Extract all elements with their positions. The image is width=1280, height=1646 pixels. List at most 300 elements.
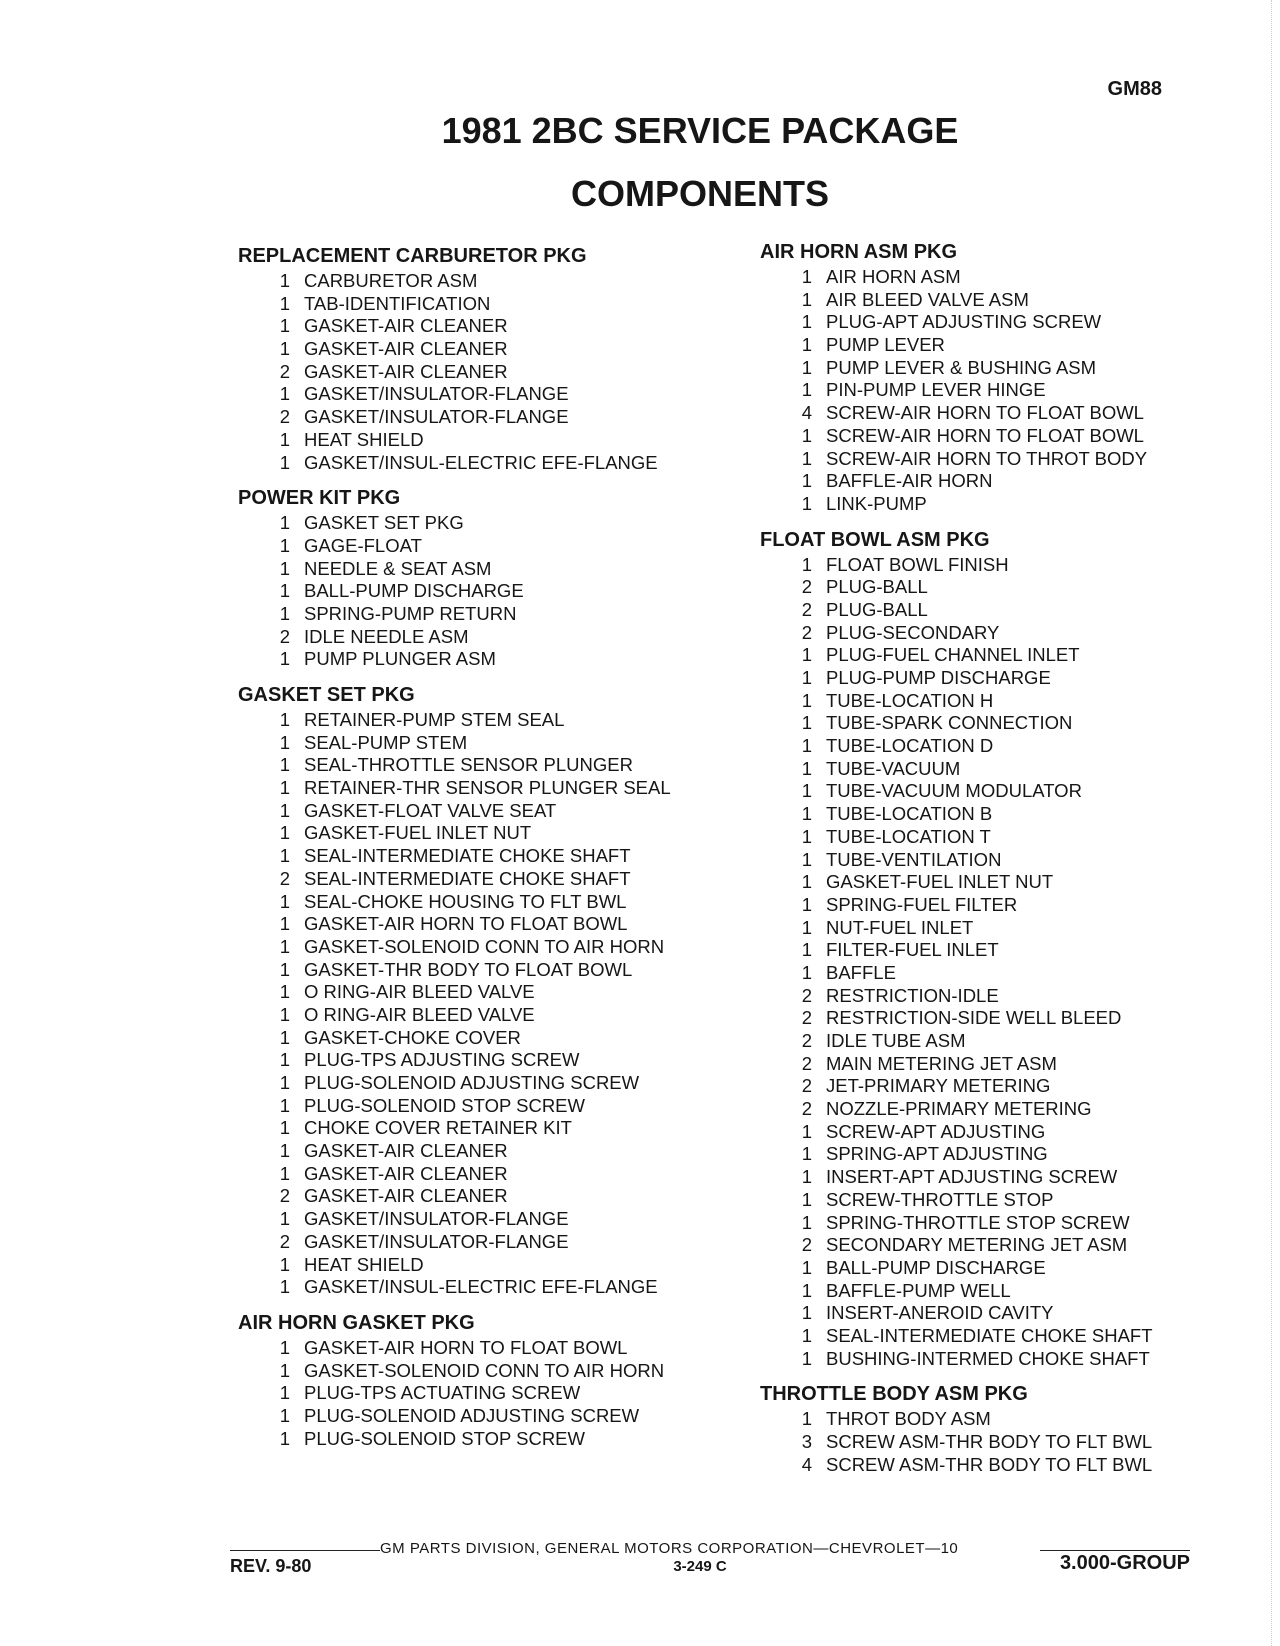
part-row <box>760 334 1180 357</box>
part-row <box>238 338 718 361</box>
part-name: TUBE-LOCATION H <box>826 689 994 711</box>
part-row <box>760 871 1180 894</box>
part-name: SPRING-PUMP RETURN <box>304 602 517 624</box>
group-label: 3.000-GROUP <box>1059 1552 1190 1574</box>
part-row <box>238 361 718 384</box>
part-name: THROT BODY ASM <box>826 1408 991 1430</box>
part-row <box>760 735 1180 758</box>
part-row <box>238 1208 718 1231</box>
part-quantity: 1 <box>801 379 812 401</box>
part-row <box>238 913 718 936</box>
part-name: SCREW-AIR HORN TO FLOAT BOWL <box>826 402 1144 424</box>
part-name: GASKET/INSULATOR-FLANGE <box>304 1230 569 1252</box>
part-quantity: 2 <box>801 621 812 643</box>
part-name: GASKET-AIR CLEANER <box>304 1140 508 1162</box>
part-name: PLUG-SOLENOID ADJUSTING SCREW <box>304 1072 640 1093</box>
part-quantity: 1 <box>801 447 812 469</box>
parts-section <box>238 484 718 671</box>
part-quantity: 2 <box>279 867 290 889</box>
part-row <box>238 800 718 823</box>
part-row <box>760 1302 1180 1325</box>
part-quantity: 1 <box>279 292 290 314</box>
part-quantity: 1 <box>801 1347 812 1369</box>
part-row <box>238 1185 718 1208</box>
part-quantity: 2 <box>279 360 290 382</box>
part-name: GASKET-SOLENOID CONN TO AIR HORN <box>304 1359 665 1381</box>
part-quantity: 1 <box>279 580 290 602</box>
part-row <box>760 1257 1180 1280</box>
part-row <box>760 712 1180 735</box>
part-name: TAB-IDENTIFICATION <box>304 292 491 314</box>
part-name: PLUG-SECONDARY <box>826 621 1000 643</box>
part-quantity: 1 <box>279 799 290 821</box>
part-name: GASKET-FUEL INLET NUT <box>826 871 1054 893</box>
part-row <box>238 452 718 475</box>
part-name: AIR HORN ASM <box>826 266 961 287</box>
part-row <box>760 803 1180 826</box>
part-quantity: 1 <box>279 1208 290 1230</box>
part-name: PLUG-BALL <box>826 576 928 598</box>
part-quantity: 2 <box>801 576 812 598</box>
part-row <box>238 981 718 1004</box>
part-name: PLUG-SOLENOID STOP SCREW <box>304 1094 585 1116</box>
part-name: BAFFLE-PUMP WELL <box>826 1279 1011 1301</box>
part-quantity: 1 <box>279 648 290 670</box>
part-quantity: 1 <box>279 1117 290 1139</box>
part-quantity: 1 <box>801 848 812 870</box>
part-quantity: 1 <box>801 871 812 893</box>
part-row <box>238 1276 718 1299</box>
part-row <box>760 1280 1180 1303</box>
part-name: TUBE-VACUUM MODULATOR <box>826 780 1082 802</box>
right-column <box>760 238 1180 1486</box>
part-quantity: 1 <box>801 893 812 915</box>
part-name: SCREW ASM-THR BODY TO FLT BWL <box>826 1431 1153 1452</box>
part-row <box>760 379 1180 402</box>
part-name: SEAL-INTERMEDIATE CHOKE SHAFT <box>304 867 631 889</box>
part-quantity: 2 <box>279 406 290 428</box>
part-quantity: 1 <box>801 266 812 287</box>
part-quantity: 1 <box>279 1026 290 1048</box>
part-quantity: 1 <box>801 1279 812 1301</box>
part-quantity: 1 <box>279 1359 290 1381</box>
part-row <box>760 667 1180 690</box>
page-edge <box>1271 0 1272 1646</box>
part-row <box>238 603 718 626</box>
part-name: BAFFLE-AIR HORN <box>826 470 993 492</box>
part-quantity: 1 <box>279 935 290 957</box>
part-quantity: 2 <box>801 1030 812 1051</box>
part-name: TUBE-VENTILATION <box>826 848 1002 870</box>
part-name: GASKET/INSUL-ELECTRIC EFE-FLANGE <box>304 1276 658 1298</box>
parts-section <box>760 526 1180 1371</box>
part-name: BAFFLE <box>826 961 896 983</box>
part-quantity: 1 <box>801 1408 812 1430</box>
parts-section <box>760 1380 1180 1476</box>
part-name: SEAL-CHOKE HOUSING TO FLT BWL <box>304 890 627 912</box>
part-name: SPRING-THROTTLE STOP SCREW <box>826 1211 1130 1233</box>
part-row <box>238 1027 718 1050</box>
part-row <box>238 1117 718 1140</box>
part-row <box>760 985 1180 1008</box>
part-quantity: 1 <box>801 939 812 961</box>
part-quantity: 4 <box>801 1453 812 1475</box>
part-row <box>760 1121 1180 1144</box>
part-row <box>238 936 718 959</box>
part-row <box>760 289 1180 312</box>
part-row <box>760 690 1180 713</box>
part-name: BALL-PUMP DISCHARGE <box>826 1256 1046 1278</box>
part-quantity: 1 <box>279 981 290 1003</box>
part-row <box>238 777 718 800</box>
part-name: NEEDLE & SEAT ASM <box>304 557 492 579</box>
part-row <box>760 849 1180 872</box>
part-quantity: 1 <box>801 1324 812 1346</box>
part-quantity: 1 <box>279 338 290 360</box>
part-name: TUBE-LOCATION B <box>826 803 993 825</box>
part-quantity: 1 <box>801 1143 812 1165</box>
part-name: PLUG-FUEL CHANNEL INLET <box>826 644 1080 666</box>
part-row <box>760 1098 1180 1121</box>
part-quantity: 1 <box>279 557 290 579</box>
part-row <box>760 917 1180 940</box>
part-quantity: 1 <box>801 1120 812 1142</box>
part-name: PLUG-APT ADJUSTING SCREW <box>826 311 1102 333</box>
part-row <box>760 894 1180 917</box>
part-row <box>238 626 718 649</box>
part-quantity: 1 <box>279 731 290 753</box>
parts-section <box>238 1309 718 1450</box>
part-quantity: 1 <box>801 667 812 688</box>
part-row <box>760 402 1180 425</box>
part-row <box>238 648 718 671</box>
part-quantity: 2 <box>279 1185 290 1207</box>
part-row <box>238 959 718 982</box>
part-name: SCREW-APT ADJUSTING <box>826 1120 1046 1142</box>
parts-section <box>238 242 718 474</box>
part-name: SEAL-INTERMEDIATE CHOKE SHAFT <box>826 1324 1153 1346</box>
part-quantity: 1 <box>801 1166 812 1188</box>
part-name: CHOKE COVER RETAINER KIT <box>304 1117 572 1139</box>
part-name: GASKET/INSUL-ELECTRIC EFE-FLANGE <box>304 451 658 473</box>
part-name: TUBE-SPARK CONNECTION <box>826 712 1073 734</box>
part-quantity: 1 <box>279 1049 290 1071</box>
part-row <box>238 1231 718 1254</box>
part-row <box>760 1408 1180 1431</box>
part-name: GASKET/INSULATOR-FLANGE <box>304 406 569 428</box>
part-quantity: 1 <box>801 1256 812 1278</box>
part-quantity: 1 <box>279 1072 290 1093</box>
part-name: PLUG-SOLENOID ADJUSTING SCREW <box>304 1404 640 1426</box>
part-quantity: 1 <box>279 534 290 556</box>
part-quantity: 1 <box>279 315 290 337</box>
part-row <box>760 1075 1180 1098</box>
part-quantity: 1 <box>801 470 812 492</box>
part-name: O RING-AIR BLEED VALVE <box>304 981 535 1003</box>
part-name: JET-PRIMARY METERING <box>826 1075 1051 1097</box>
part-name: PLUG-TPS ACTUATING SCREW <box>304 1382 581 1404</box>
part-row <box>760 554 1180 577</box>
part-quantity: 1 <box>279 451 290 473</box>
part-name: SEAL-PUMP STEM <box>304 731 468 753</box>
section-title: THROTTLE BODY ASM PKG <box>760 1383 1028 1406</box>
parts-section <box>760 238 1180 516</box>
part-name: PUMP LEVER <box>826 334 945 356</box>
part-quantity: 1 <box>801 553 812 575</box>
part-name: GASKET-FUEL INLET NUT <box>304 822 532 844</box>
part-row <box>760 1212 1180 1235</box>
part-row <box>238 732 718 755</box>
part-row <box>238 1337 718 1360</box>
part-row <box>238 270 718 293</box>
part-name: INSERT-APT ADJUSTING SCREW <box>826 1166 1118 1188</box>
part-row <box>760 493 1180 516</box>
part-row <box>238 891 718 914</box>
part-name: PUMP PLUNGER ASM <box>304 648 496 670</box>
part-quantity: 1 <box>279 1276 290 1298</box>
part-row <box>760 826 1180 849</box>
part-row <box>760 939 1180 962</box>
part-quantity: 1 <box>801 689 812 711</box>
part-name: HEAT SHIELD <box>304 1253 424 1275</box>
part-name: SCREW-AIR HORN TO THROT BODY <box>826 447 1148 469</box>
part-name: GASKET-AIR CLEANER <box>304 1185 508 1207</box>
part-name: RESTRICTION-IDLE <box>826 984 999 1006</box>
part-name: INSERT-ANEROID CAVITY <box>826 1302 1054 1324</box>
part-row <box>760 644 1180 667</box>
part-name: GASKET-AIR CLEANER <box>304 1162 508 1184</box>
part-name: SPRING-APT ADJUSTING <box>826 1143 1048 1165</box>
part-name: IDLE NEEDLE ASM <box>304 625 469 647</box>
part-quantity: 1 <box>279 1382 290 1404</box>
part-row <box>760 425 1180 448</box>
part-name: GASKET-SOLENOID CONN TO AIR HORN <box>304 935 665 957</box>
part-name: AIR BLEED VALVE ASM <box>826 288 1029 310</box>
part-name: SEAL-THROTTLE SENSOR PLUNGER <box>304 754 633 776</box>
part-name: GASKET-AIR HORN TO FLOAT BOWL <box>304 1336 628 1358</box>
part-name: HEAT SHIELD <box>304 428 424 450</box>
part-name: SCREW ASM-THR BODY TO FLT BWL <box>826 1453 1153 1475</box>
footer-rule-left <box>230 1550 380 1551</box>
footer-rule-right <box>1040 1550 1190 1551</box>
part-quantity: 1 <box>279 1162 290 1184</box>
part-name: RESTRICTION-SIDE WELL BLEED <box>826 1007 1122 1029</box>
part-quantity: 1 <box>801 492 812 514</box>
part-name: SECONDARY METERING JET ASM <box>826 1234 1128 1256</box>
part-quantity: 1 <box>801 803 812 825</box>
part-quantity: 1 <box>279 709 290 730</box>
part-row <box>760 1007 1180 1030</box>
part-quantity: 1 <box>279 1003 290 1025</box>
part-name: GASKET-AIR CLEANER <box>304 360 508 382</box>
part-quantity: 1 <box>801 757 812 779</box>
part-quantity: 1 <box>279 512 290 534</box>
part-row <box>760 357 1180 380</box>
part-name: GASKET-THR BODY TO FLOAT BOWL <box>304 958 633 980</box>
part-name: SEAL-INTERMEDIATE CHOKE SHAFT <box>304 845 631 867</box>
part-row <box>238 512 718 535</box>
part-name: LINK-PUMP <box>826 492 927 514</box>
part-row <box>238 1049 718 1072</box>
part-quantity: 1 <box>801 356 812 378</box>
part-row <box>760 962 1180 985</box>
part-name: BALL-PUMP DISCHARGE <box>304 580 524 602</box>
part-row <box>238 429 718 452</box>
part-row <box>238 845 718 868</box>
section-title: GASKET SET PKG <box>238 684 415 706</box>
part-quantity: 1 <box>801 916 812 938</box>
page-number: 3-249 C <box>673 1558 727 1575</box>
part-quantity: 1 <box>279 1336 290 1358</box>
part-name: PIN-PUMP LEVER HINGE <box>826 379 1046 401</box>
part-name: SCREW-AIR HORN TO FLOAT BOWL <box>826 424 1144 446</box>
part-name: O RING-AIR BLEED VALVE <box>304 1003 535 1025</box>
part-name: PUMP LEVER & BUSHING ASM <box>826 356 1097 378</box>
part-name: BUSHING-INTERMED CHOKE SHAFT <box>826 1347 1150 1369</box>
part-row <box>238 1072 718 1095</box>
part-name: RETAINER-THR SENSOR PLUNGER SEAL <box>304 777 671 799</box>
part-name: SCREW-THROTTLE STOP <box>826 1188 1054 1210</box>
part-quantity: 1 <box>279 383 290 405</box>
part-row <box>760 311 1180 334</box>
part-row <box>238 1140 718 1163</box>
part-row <box>760 758 1180 781</box>
part-row <box>760 1189 1180 1212</box>
part-quantity: 1 <box>801 644 812 666</box>
part-row <box>238 293 718 316</box>
part-row <box>760 1431 1180 1454</box>
part-quantity: 1 <box>801 1211 812 1233</box>
part-name: FLOAT BOWL FINISH <box>826 553 1009 575</box>
part-quantity: 1 <box>801 961 812 983</box>
part-quantity: 2 <box>279 625 290 647</box>
part-row <box>238 1163 718 1186</box>
section-title: REPLACEMENT CARBURETOR PKG <box>238 245 587 267</box>
part-row <box>238 1360 718 1383</box>
part-quantity: 2 <box>279 1230 290 1252</box>
part-name: GASKET-AIR CLEANER <box>304 338 508 360</box>
part-row <box>238 1254 718 1277</box>
part-name: PLUG-SOLENOID STOP SCREW <box>304 1427 585 1449</box>
part-quantity: 1 <box>801 712 812 734</box>
part-row <box>238 1095 718 1118</box>
part-quantity: 1 <box>279 1404 290 1426</box>
part-row <box>760 599 1180 622</box>
part-name: FILTER-FUEL INLET <box>826 939 999 961</box>
part-quantity: 4 <box>801 402 812 424</box>
document-code: GM88 <box>1107 78 1162 100</box>
part-row <box>238 1382 718 1405</box>
part-quantity: 1 <box>801 1188 812 1210</box>
part-name: GASKET-AIR CLEANER <box>304 315 508 337</box>
part-quantity: 1 <box>279 822 290 844</box>
part-name: TUBE-LOCATION D <box>826 735 994 757</box>
part-quantity: 2 <box>801 1052 812 1074</box>
part-row <box>760 1143 1180 1166</box>
part-name: NUT-FUEL INLET <box>826 916 974 938</box>
part-name: CARBURETOR ASM <box>304 270 478 291</box>
part-row <box>760 266 1180 289</box>
part-name: PLUG-TPS ADJUSTING SCREW <box>304 1049 580 1071</box>
part-row <box>238 822 718 845</box>
part-quantity: 2 <box>801 1234 812 1256</box>
section-title: FLOAT BOWL ASM PKG <box>760 528 990 551</box>
left-column <box>238 242 718 1460</box>
part-row <box>238 315 718 338</box>
part-quantity: 2 <box>801 1098 812 1120</box>
part-quantity: 1 <box>279 1094 290 1116</box>
revision-label: REV. 9-80 <box>230 1556 312 1576</box>
part-name: MAIN METERING JET ASM <box>826 1052 1057 1074</box>
part-row <box>238 868 718 891</box>
part-quantity: 1 <box>801 288 812 310</box>
part-row <box>238 535 718 558</box>
part-row <box>760 1348 1180 1371</box>
part-quantity: 1 <box>801 424 812 446</box>
parts-section <box>238 681 718 1299</box>
part-row <box>238 754 718 777</box>
part-name: TUBE-VACUUM <box>826 757 961 779</box>
part-quantity: 1 <box>279 270 290 291</box>
part-quantity: 1 <box>279 890 290 912</box>
part-quantity: 1 <box>801 780 812 802</box>
part-row <box>760 448 1180 471</box>
part-quantity: 1 <box>279 754 290 776</box>
part-quantity: 1 <box>279 913 290 935</box>
part-name: GASKET-CHOKE COVER <box>304 1026 521 1048</box>
part-row <box>760 1454 1180 1477</box>
part-quantity: 2 <box>801 984 812 1006</box>
part-quantity: 1 <box>801 735 812 757</box>
part-quantity: 1 <box>279 1140 290 1162</box>
part-quantity: 1 <box>279 958 290 980</box>
part-name: GASKET/INSULATOR-FLANGE <box>304 383 569 405</box>
part-name: GASKET/INSULATOR-FLANGE <box>304 1208 569 1230</box>
page-title: 1981 2BC SERVICE PACKAGE <box>441 110 959 151</box>
part-row <box>760 1030 1180 1053</box>
part-row <box>760 622 1180 645</box>
part-name: NOZZLE-PRIMARY METERING <box>826 1098 1092 1120</box>
part-name: RETAINER-PUMP STEM SEAL <box>304 709 565 730</box>
part-quantity: 1 <box>279 777 290 799</box>
part-row <box>238 1004 718 1027</box>
part-row <box>238 709 718 732</box>
part-row <box>238 383 718 406</box>
page-subtitle: COMPONENTS <box>570 173 829 214</box>
part-row <box>238 406 718 429</box>
part-row <box>238 580 718 603</box>
part-quantity: 2 <box>801 598 812 620</box>
part-name: PLUG-PUMP DISCHARGE <box>826 667 1051 688</box>
part-row <box>760 576 1180 599</box>
part-row <box>760 780 1180 803</box>
part-row <box>760 1325 1180 1348</box>
part-name: IDLE TUBE ASM <box>826 1030 966 1051</box>
part-row <box>238 1405 718 1428</box>
part-quantity: 1 <box>801 311 812 333</box>
part-row <box>238 558 718 581</box>
part-name: PLUG-BALL <box>826 598 928 620</box>
part-row <box>760 1053 1180 1076</box>
section-title: POWER KIT PKG <box>238 487 401 510</box>
part-quantity: 1 <box>801 334 812 356</box>
part-name: GASKET-FLOAT VALVE SEAT <box>304 799 557 821</box>
part-quantity: 1 <box>801 1302 812 1324</box>
section-title: AIR HORN ASM PKG <box>760 241 958 263</box>
part-quantity: 2 <box>801 1075 812 1097</box>
part-name: SPRING-FUEL FILTER <box>826 893 1018 915</box>
part-row <box>238 1428 718 1451</box>
